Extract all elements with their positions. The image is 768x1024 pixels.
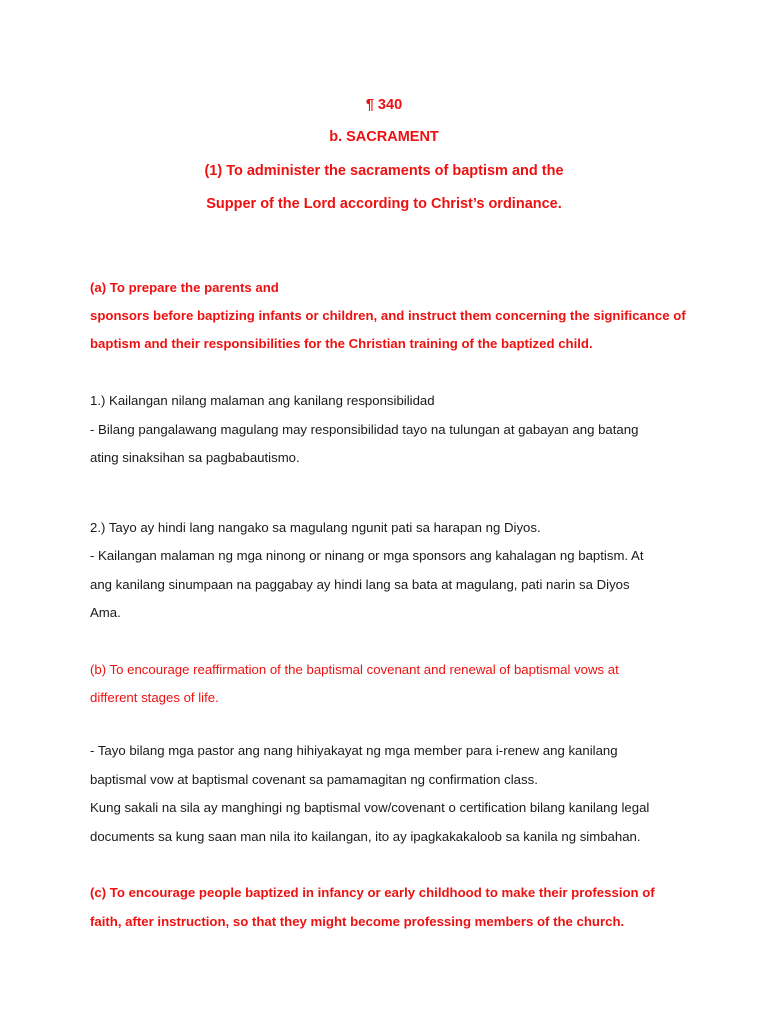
point-2-line-3: ang kanilang sinumpaan na paggabay ay hindi lang sa bata at magulang, pati narin sa Diyos — [90, 577, 630, 592]
point-2-line-1: 2.) Tayo ay hindi lang nangako sa magulang ngunit pati sa harapan ng Diyos. — [90, 520, 541, 535]
point-1-line-2: - Bilang pangalawang magulang may responsibilidad tayo na tulungan at gabayan ang batang — [90, 422, 639, 437]
item-title-line-2: Supper of the Lord according to Christ’s ordinance. — [206, 196, 562, 212]
section-c-line-1: (c) To encourage people baptized in infancy or early childhood to make their profession of — [90, 885, 655, 900]
point-2-line-4: Ama. — [90, 605, 121, 620]
section-a-line-2: sponsors before baptizing infants or children, and instruct them concerning the significance of — [90, 308, 686, 323]
point-b-line-2: baptismal vow at baptismal covenant sa pamamagitan ng confirmation class. — [90, 772, 538, 787]
point-b-line-4: documents sa kung saan man nila ito kailangan, ito ay ipagkakakaloob sa kanila ng simbahan. — [90, 829, 641, 844]
section-b-line-2: different stages of life. — [90, 690, 219, 705]
point-2-line-2: - Kailangan malaman ng mga ninong or ninang or mga sponsors ang kahalagan ng baptism. At — [90, 548, 644, 563]
point-b-line-3: Kung sakali na sila ay manghingi ng baptismal vow/covenant o certification bilang kanilang legal — [90, 800, 650, 815]
section-a-line-1: (a) To prepare the parents and — [90, 280, 279, 295]
point-b-line-1: - Tayo bilang mga pastor ang nang hihiyakayat ng mga member para i-renew ang kanilang — [90, 743, 618, 758]
item-title-line-1: (1) To administer the sacraments of baptism and the — [204, 163, 564, 179]
section-title: b. SACRAMENT — [329, 129, 439, 145]
point-1-line-3: ating sinaksihan sa pagbabautismo. — [90, 450, 300, 465]
paragraph-number: ¶ 340 — [365, 97, 403, 113]
point-1-line-1: 1.) Kailangan nilang malaman ang kanilang responsibilidad — [90, 393, 435, 408]
section-b-line-1: (b) To encourage reaffirmation of the baptismal covenant and renewal of baptismal vows at — [90, 662, 619, 677]
section-c-line-2: faith, after instruction, so that they might become professing members of the church. — [90, 914, 625, 929]
section-a-line-3: baptism and their responsibilities for the Christian training of the baptized child. — [90, 336, 593, 351]
